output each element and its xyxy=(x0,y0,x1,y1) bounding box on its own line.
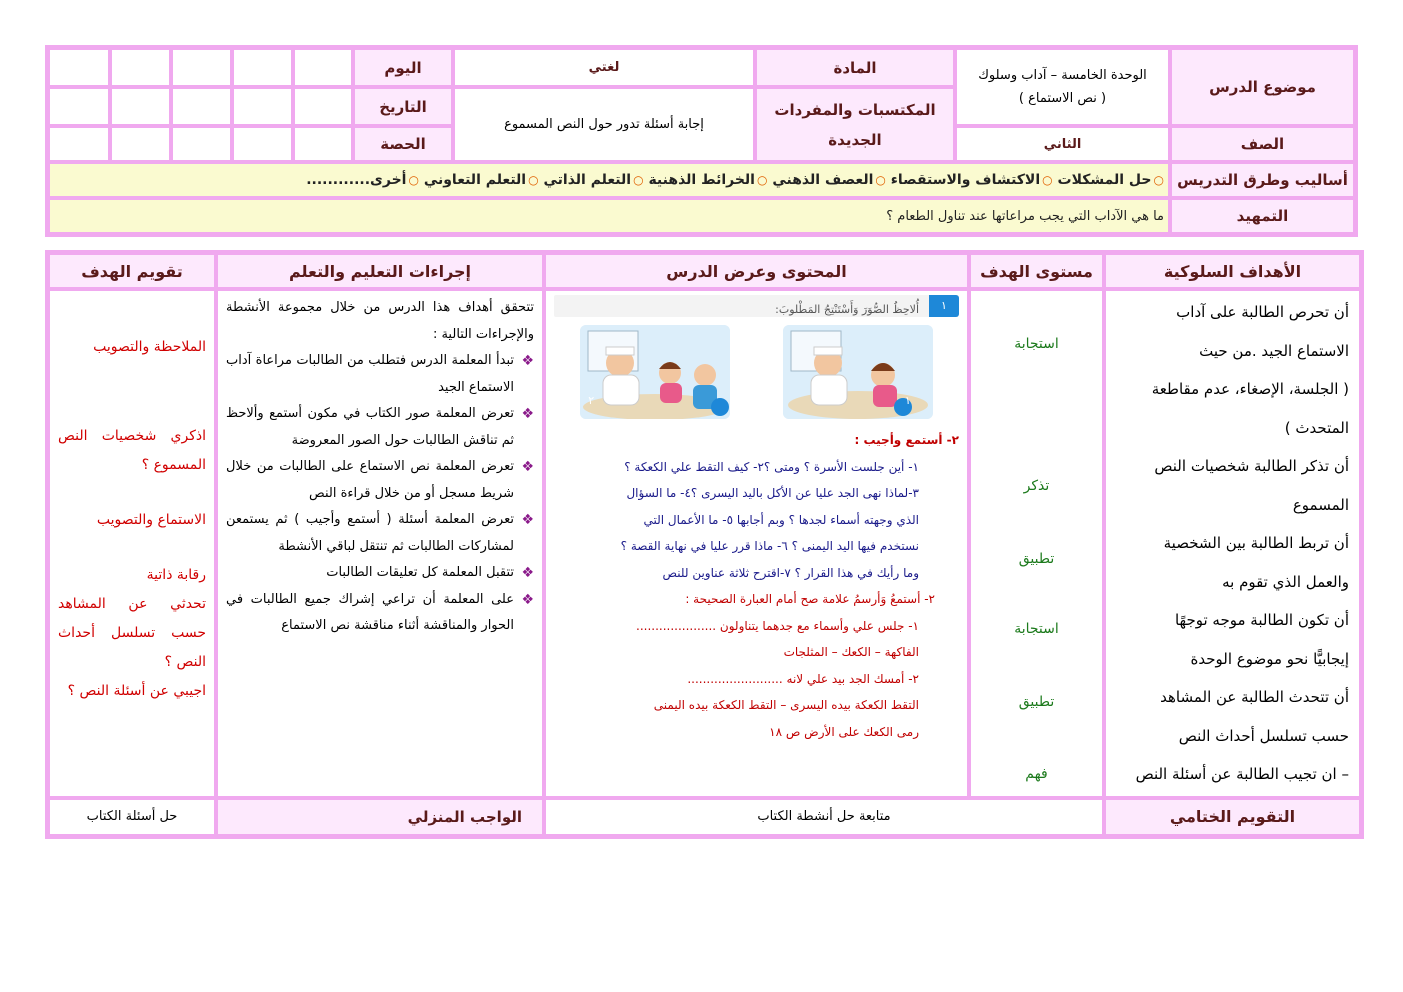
diamond-bullet-icon: ❖ xyxy=(521,565,534,581)
diamond-bullet-icon: ❖ xyxy=(521,353,534,369)
diamond-bullet-icon: ❖ xyxy=(521,406,534,422)
evaluation-item: الملاحظة والتصويب xyxy=(93,339,206,355)
circle-icon: ○ xyxy=(633,173,644,187)
objectives-cell xyxy=(1104,289,1361,798)
date-cell-4 xyxy=(110,87,171,126)
objective-line: – ان تجيب الطالبة عن أسئلة النص xyxy=(1135,765,1349,783)
book-pictures xyxy=(554,325,959,421)
family-meal-illustration xyxy=(580,325,730,419)
methods-label: أساليب وطرق التدريس xyxy=(1170,162,1355,198)
date-cell-2 xyxy=(232,87,293,126)
circle-icon: ○ xyxy=(756,173,768,187)
date-label: التاريخ xyxy=(353,87,453,126)
subject-label: المادة xyxy=(755,48,955,87)
day-label: اليوم xyxy=(353,48,453,87)
vocab-value: إجابة أسئلة تدور حول النص المسموع xyxy=(453,87,755,162)
method-item: ○أخرى............ xyxy=(306,172,419,188)
class-label: الصف xyxy=(1170,126,1355,162)
content-section-listen-answer: ٢- أستمع وأجيب : xyxy=(854,433,959,447)
date-cell-5 xyxy=(48,87,110,126)
circle-icon: ○ xyxy=(528,173,539,187)
class-value: الثاني xyxy=(955,126,1170,162)
level-item: تذكر xyxy=(1023,478,1050,494)
diamond-bullet-icon: ❖ xyxy=(521,591,534,608)
lesson-topic-value xyxy=(955,48,1170,126)
procedures-list xyxy=(226,348,534,640)
level-item: تطبيق xyxy=(1018,551,1055,567)
objective-line: أن تتحدث الطالبة عن المشاهد xyxy=(1160,688,1349,706)
final-eval-label: التقويم الختامي xyxy=(1104,798,1361,836)
procedure-item: ❖ تعرض المعلمة صور الكتاب في مكون أستمع وألاحظ ثم تناقش الطالبات حول الصور المعروضة xyxy=(226,401,534,454)
procedure-item: ❖ تتقبل المعلمة كل تعليقات الطالبات xyxy=(226,560,534,587)
lesson-body-table xyxy=(45,250,1364,839)
method-item: ○الاكتشاف والاستقصاء xyxy=(890,172,1053,188)
procedure-item: ❖ تبدأ المعلمة الدرس فتطلب من الطالبات مراعاة آداب الاستماع الجيد xyxy=(226,348,534,401)
content-section-tick: ٢- أستمعُ وَأرسمُ علامة صح أمام العبارة الصحيحة : xyxy=(685,592,935,606)
content-question-line: نستخدم فيها اليد اليمنى ؟ ٦- ماذا قرر عليا في نهاية القصة ؟ xyxy=(620,539,919,553)
col-procedures: إجراءات التعليم والتعلم xyxy=(216,253,544,289)
content-tick-line: ٢- أمسك الجد بيد علي لانه ......................... xyxy=(687,671,919,686)
objective-line: المتحدث ) xyxy=(1284,418,1349,437)
intro-label: التمهيد xyxy=(1170,198,1355,234)
method-item: ○الخرائط الذهنية xyxy=(648,172,768,188)
level-item: استجابة xyxy=(1014,336,1059,352)
methods-list xyxy=(48,162,1170,198)
objective-line: ( الجلسة، الإصغاء، عدم مقاطعة xyxy=(1151,380,1349,398)
content-tick-line: الفاكهة – الكعك – المثلجات xyxy=(783,645,919,659)
procedures-intro: تتحقق أهداف هذا الدرس من خلال مجموعة الأنشطة والإجراءات التالية : xyxy=(226,300,534,342)
vocab-label: المكتسبات والمفردات الجديدة xyxy=(755,87,955,162)
objective-line: أن تكون الطالبة موجه توجهًا xyxy=(1174,611,1349,629)
illustration-family-1 xyxy=(783,325,933,419)
picture-number: ٢ xyxy=(588,393,595,407)
period-cell-5 xyxy=(48,126,110,162)
period-cell-3 xyxy=(171,126,232,162)
lesson-topic-sub: ( نص الاستماع ) xyxy=(1018,91,1107,106)
evaluation-item: الاستماع والتصويب xyxy=(96,512,206,528)
book-activity-header xyxy=(554,295,959,317)
procedure-item: ❖ تعرض المعلمة أسئلة ( أستمع وأجيب ) ثم يستمعن لمشاركات الطالبات ثم تنتقل لباقي الأنشطة xyxy=(226,507,534,560)
book-activity-number: ١ xyxy=(929,295,959,317)
period-cell-2 xyxy=(232,126,293,162)
procedures-cell xyxy=(216,289,544,798)
procedure-item: ❖ على المعلمة أن تراعي إشراك جميع الطالبات في الحوار والمناقشة أثناء مناقشة نص الاستماع xyxy=(226,587,534,640)
content-question-line: وما رأيك في هذا القرار ؟ ٧-اقترح ثلاثة عناوين للنص xyxy=(662,565,919,580)
date-cell-3 xyxy=(171,87,232,126)
date-cell-1 xyxy=(293,87,353,126)
method-item: ○التعلم التعاوني xyxy=(423,172,539,188)
levels-cell xyxy=(969,289,1104,798)
circle-icon: ○ xyxy=(1153,173,1164,187)
evaluation-item: اذكري شخصيات النص المسموع ؟ xyxy=(58,428,206,473)
circle-icon: ○ xyxy=(1042,173,1053,187)
level-item: فهم xyxy=(1025,766,1048,782)
homework-label: الواجب المنزلي xyxy=(216,798,544,836)
lesson-topic-label: موضوع الدرس xyxy=(1170,48,1355,126)
diamond-bullet-icon: ❖ xyxy=(521,512,534,528)
period-cell-4 xyxy=(110,126,171,162)
content-cell xyxy=(544,289,969,798)
content-question-line: ٣-لماذا نهى الجد عليا عن الأكل باليد اليسرى ؟٤- ما السؤال xyxy=(626,486,919,500)
evaluation-item: تحدثي عن المشاهد حسب تسلسل أحداث النص ؟ xyxy=(58,596,206,670)
objective-line: أن تذكر الطالبة شخصيات النص xyxy=(1154,457,1349,475)
content-tick-line: التقط الكعكة بيده اليسرى – التقط الكعكة بيده اليمنى xyxy=(653,698,919,712)
content-question-line: الذي وجهته أسماء لجدها ؟ وبم أجابها ٥- ما الأعمال التي xyxy=(643,512,919,527)
level-item: استجابة xyxy=(1014,621,1059,637)
lesson-header-table xyxy=(45,45,1358,237)
col-level: مستوى الهدف xyxy=(969,253,1104,289)
day-cell-4 xyxy=(110,48,171,87)
objective-line: حسب تسلسل أحداث النص xyxy=(1178,726,1349,745)
col-content: المحتوى وعرض الدرس xyxy=(544,253,969,289)
objective-line: المسموع xyxy=(1292,495,1349,514)
circle-icon: ○ xyxy=(408,173,419,187)
period-label: الحصة xyxy=(353,126,453,162)
content-question-line: ١- أين جلست الأسرة ؟ ومتى ؟٢- كيف التقط علي الكعكة ؟ xyxy=(624,459,919,474)
day-cell-5 xyxy=(48,48,110,87)
level-item: تطبيق xyxy=(1018,694,1055,710)
objective-line: والعمل الذي تقوم به xyxy=(1222,572,1349,591)
evaluation-item: اجيبي عن أسئلة النص ؟ xyxy=(67,683,206,699)
illustration-family-2 xyxy=(580,325,730,419)
circle-icon: ○ xyxy=(875,173,886,187)
method-item: ○التعلم الذاتي xyxy=(543,172,644,188)
objective-line: أن تربط الطالبة بين الشخصية xyxy=(1163,534,1349,552)
day-cell-3 xyxy=(171,48,232,87)
diamond-bullet-icon: ❖ xyxy=(521,459,534,475)
objective-line: أن تحرص الطالبة على آداب xyxy=(1176,303,1349,321)
col-evaluation: تقويم الهدف xyxy=(48,253,216,289)
day-cell-1 xyxy=(293,48,353,87)
objective-line: إيجابيًّا نحو موضوع الوحدة xyxy=(1190,649,1349,668)
evaluation-item: رقابة ذاتية xyxy=(146,567,206,583)
col-objectives: الأهداف السلوكية xyxy=(1104,253,1361,289)
procedure-item: ❖ تعرض المعلمة نص الاستماع على الطالبات من خلال شريط مسجل أو من خلال قراءة النص xyxy=(226,454,534,507)
lesson-topic-text: الوحدة الخامسة – آداب وسلوك xyxy=(978,68,1147,83)
evaluation-cell xyxy=(48,289,216,798)
picture-number: ١ xyxy=(904,393,911,407)
content-tick-line: ١- جلس علي وأسماء مع جدهما يتناولون ..................... xyxy=(636,618,919,633)
day-cell-2 xyxy=(232,48,293,87)
content-tick-line: رمى الكعك على الأرض ص ١٨ xyxy=(769,724,919,739)
subject-value: لغتي xyxy=(453,48,755,87)
homework-value: حل أسئلة الكتاب xyxy=(48,798,216,836)
method-item: ○حل المشكلات xyxy=(1057,172,1164,188)
period-cell-1 xyxy=(293,126,353,162)
objective-line: الاستماع الجيد .من حيث xyxy=(1199,341,1349,360)
method-item: ○العصف الذهني xyxy=(772,172,886,188)
book-activity-title: أُلاحِظُ الصُّوَرَ وَأَسْتَنْتِجُ المَطْلوبَ: xyxy=(775,303,919,316)
final-eval-value: متابعة حل أنشطة الكتاب xyxy=(544,798,1104,836)
intro-value: ما هي الآداب التي يجب مراعاتها عند تناول الطعام ؟ xyxy=(48,198,1170,234)
